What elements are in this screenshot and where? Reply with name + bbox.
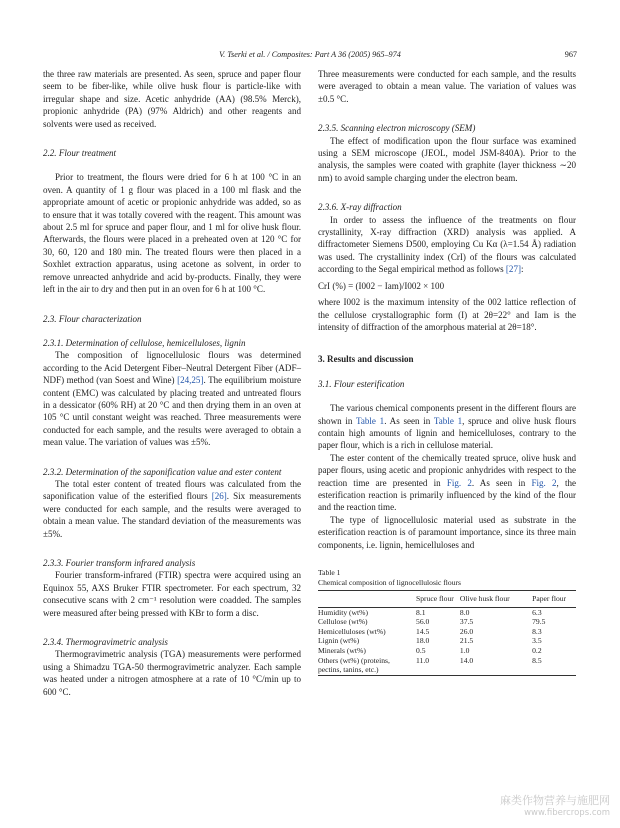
- text-segment: The composition of lignocellulosic flours was determined according to the Acid Detergent Fiber–Neutral Detergent Fiber (ADF–NDF) method (van Soest and Wine): [43, 350, 301, 386]
- table-row: [318, 607, 576, 617]
- paragraph-intro: the three raw materials are presented. As seen, spruce and paper flour seem to be fiber-like, while olive husk flour is particle-like with irregular shape and size. Acetic anhydride (AA) (98.5% Merck), propionic anhydride (PA) (97% Aldrich) and other reagents and solvents were used as received.: [43, 69, 301, 129]
- table-cell: 3.5: [532, 636, 542, 646]
- table-row: [318, 617, 576, 627]
- section-heading-2-3-4: 2.3.4. Thermogravimetric analysis: [43, 637, 168, 648]
- table-row: [318, 636, 576, 646]
- table-cell: 21.5: [459, 636, 474, 646]
- paragraph-where: where I002 is the maximum intensity of the 002 lattice reflection of the cellulose crystallographic form (I) at 2θ=22° and Iam is the intensity of diffraction of the amorphous material at 2θ=18°.: [318, 297, 576, 332]
- table-cell: Humidity (wt%): [318, 607, 368, 617]
- text-segment: . The equilibrium moisture content (EMC) was calculated by placing treated and untreated flours in a dessicator (60% RH) at 20 °C and then drying them in an oven at 105 °C until constant weight was reached. Three measurements were conducted for each sample, and the results were averaged to obtain a mean value. The variation of values was ±5%.: [43, 375, 302, 448]
- table-cell: 8.1: [416, 607, 426, 617]
- table-cell: Lignin (wt%): [318, 636, 360, 646]
- table-cell: 0.2: [532, 645, 542, 655]
- section-heading-3-1: 3.1. Flour esterification: [318, 378, 405, 389]
- table-cell: 8.5: [532, 655, 542, 665]
- table-header-cell: [318, 591, 416, 608]
- section-heading-2-3-6: 2.3.6. X-ray diffraction: [318, 202, 402, 213]
- paragraph-continued: Three measurements were conducted for each sample, and the results were averaged to obtain a mean value. The variation of values was ±0.5 °C.: [318, 69, 576, 104]
- figure-2-link[interactable]: Fig. 2: [531, 477, 557, 488]
- table-caption: Chemical composition of lignocellulosic flours: [318, 578, 461, 587]
- paragraph-substrate: The type of lignocellulosic material used as substrate in the esterification reaction is of paramount importance, since its three main components, i.e. lignin, hemicelluloses and: [318, 514, 576, 550]
- table-cell: 11.0: [416, 655, 430, 665]
- table-cell: 14.5: [416, 626, 430, 636]
- table-1-link[interactable]: Table 1: [433, 415, 463, 426]
- section-heading-2-3-2: 2.3.2. Determination of the saponification value and ester content: [43, 466, 282, 477]
- text-segment: The ester content of the chemically treated spruce, olive husk and paper flours, using acetic and propionic anhydrides with respect to the reaction time are presented in: [318, 452, 576, 488]
- table-cell: 0.5: [416, 645, 426, 655]
- paragraph-ftir: Fourier transform-infrared (FTIR) spectra were acquired using an Equinox 55, AXS Bruker FTIR spectrometer. For each spectrum, 32 consecutive scans with 2 cm⁻¹ resolution were coadded. The samples were measured after being pressed with KBr to form a disc.: [43, 570, 301, 618]
- table-cell: 18.0: [416, 636, 430, 646]
- table-row: [318, 646, 576, 656]
- table-row: [318, 627, 576, 637]
- text-segment: . Six measurements were conducted for each sample, and the results were averaged to obtain a mean value. The standard deviation of the measurements was ±5%.: [43, 491, 302, 539]
- table-cell: 14.0: [459, 655, 474, 665]
- section-heading-2-3-5: 2.3.5. Scanning electron microscopy (SEM): [318, 123, 476, 134]
- table-header-cell: Spruce flour: [416, 594, 454, 603]
- paragraph-ester-content: [318, 452, 576, 514]
- text-segment: In order to assess the influence of the treatments on flour crystallinity, X-ray diffraction (XRD) analysis was applied. A diffractometer Siemens D500, employing Cu Kα (λ=1.54 Å) radiation was used. The crystallinity index (CrI) of the flours was calculated according to the Segal empirical method as follows: [318, 214, 576, 275]
- site-watermark: [500, 794, 610, 820]
- table-label: Table 1: [318, 568, 341, 577]
- text-segment: :: [521, 264, 524, 275]
- running-title: V. Tserki et al. / Composites: Part A 36 (2005) 965–974: [219, 50, 401, 59]
- table-cell: 6.3: [532, 607, 542, 617]
- table-cell: 79.5: [532, 617, 546, 627]
- paragraph-components: [318, 402, 576, 452]
- paragraph-xrd: [318, 214, 576, 276]
- paragraph-tga: Thermogravimetric analysis (TGA) measurements were performed using a Shimadzu TGA-50 thermogravimetric analyzer. Each sample was heated under a nitrogen atmosphere at a rate of 10 °C/min up to 600 °C.: [43, 649, 301, 697]
- running-header: [43, 50, 577, 62]
- paragraph-flour-treatment: Prior to treatment, the flours were dried for 6 h at 100 °C in an oven. A quantity of 1 g flour was placed in a 100 ml flask and the appropriate amount of acetic or propionic anhydride was added, so as to ensure that it was totally covered with the reagent. This amount was about 2.5 ml for spruce and paper flour, and 1 ml for olive husk flour. Afterwards, the flours were placed in a preheated oven at 120 °C for 30, 60, 120 and 180 min. The treated flours were then placed in a Soxhlet extraction apparatus, using acetone as solvent, in order to remove unreacted anhydride and acid by-products. Finally, they were left in the air to dry and then put in an oven for 6 h at 100 °C.: [43, 172, 301, 295]
- left-column: [43, 68, 301, 698]
- table-header-cell: Olive husk flour: [459, 594, 510, 603]
- composition-table: [318, 590, 576, 676]
- text-segment: , the esterification reaction is primarily influenced by the kind of the flour and the reaction time.: [318, 477, 577, 513]
- section-heading-3: 3. Results and discussion: [318, 354, 414, 365]
- reference-link-24-25[interactable]: [24,25]: [177, 375, 204, 386]
- text-segment: . As seen in: [471, 477, 532, 488]
- crystallinity-equation: CrI (%) = (I002 − Iam)/I002 × 100: [318, 280, 445, 291]
- figure-2-link[interactable]: Fig. 2: [446, 477, 472, 488]
- text-segment: The total ester content of treated flours was calculated from the saponification value of the esterified flours: [43, 478, 301, 502]
- table-cell: Cellulose (wt%): [318, 617, 368, 627]
- watermark-url: www.fibercrops.com: [524, 808, 610, 818]
- table-header-cell: Paper flour: [532, 594, 567, 603]
- section-heading-2-2: 2.2. Flour treatment: [43, 148, 117, 159]
- table-cell: 1.0: [459, 645, 470, 655]
- table-cell: 26.0: [459, 626, 474, 636]
- paragraph-composition: [43, 349, 301, 448]
- table-cell: 56.0: [416, 617, 430, 627]
- table-cell: 37.5: [459, 617, 474, 627]
- text-segment: The various chemical components present in the different flours are shown in: [318, 403, 576, 426]
- right-column: [318, 68, 576, 676]
- watermark-title: 麻类作物营养与施肥网: [500, 794, 610, 807]
- text-segment: . As seen in: [384, 415, 434, 426]
- table-header-row: [318, 591, 576, 608]
- table-cell: 8.3: [532, 626, 542, 636]
- section-heading-2-3-1: 2.3.1. Determination of cellulose, hemicelluloses, lignin: [43, 337, 246, 348]
- table-row: [318, 656, 576, 676]
- reference-link-27[interactable]: [27]: [505, 264, 521, 275]
- table-1-link[interactable]: Table 1: [355, 415, 385, 426]
- table-cell: Minerals (wt%): [318, 645, 366, 655]
- paragraph-sem: The effect of modification upon the flour surface was examined using a SEM microscope (JEOL, model JSM-840A). Prior to the analysis, the samples were coated with graphite (layer thickness ∼20 nm) to avoid sample charging under the electron beam.: [318, 135, 576, 183]
- table-cell: Hemicelluloses (wt%): [318, 626, 386, 636]
- section-heading-2-3-3: 2.3.3. Fourier transform infrared analysis: [43, 558, 196, 568]
- section-heading-2-3: 2.3. Flour characterization: [43, 313, 142, 324]
- table-cell: Others (wt%) (proteins, pectins, tanins, etc.): [318, 655, 390, 675]
- table-cell: 8.0: [459, 607, 470, 617]
- page-number: 967: [564, 50, 577, 59]
- text-segment: , spruce and olive husk flours contain high amounts of lignin and hemicelluloses, contrary to the paper flour, which is a rich in cellulose material.: [318, 415, 576, 451]
- reference-link-26[interactable]: [26]: [211, 491, 227, 502]
- paragraph-saponification: [43, 478, 301, 540]
